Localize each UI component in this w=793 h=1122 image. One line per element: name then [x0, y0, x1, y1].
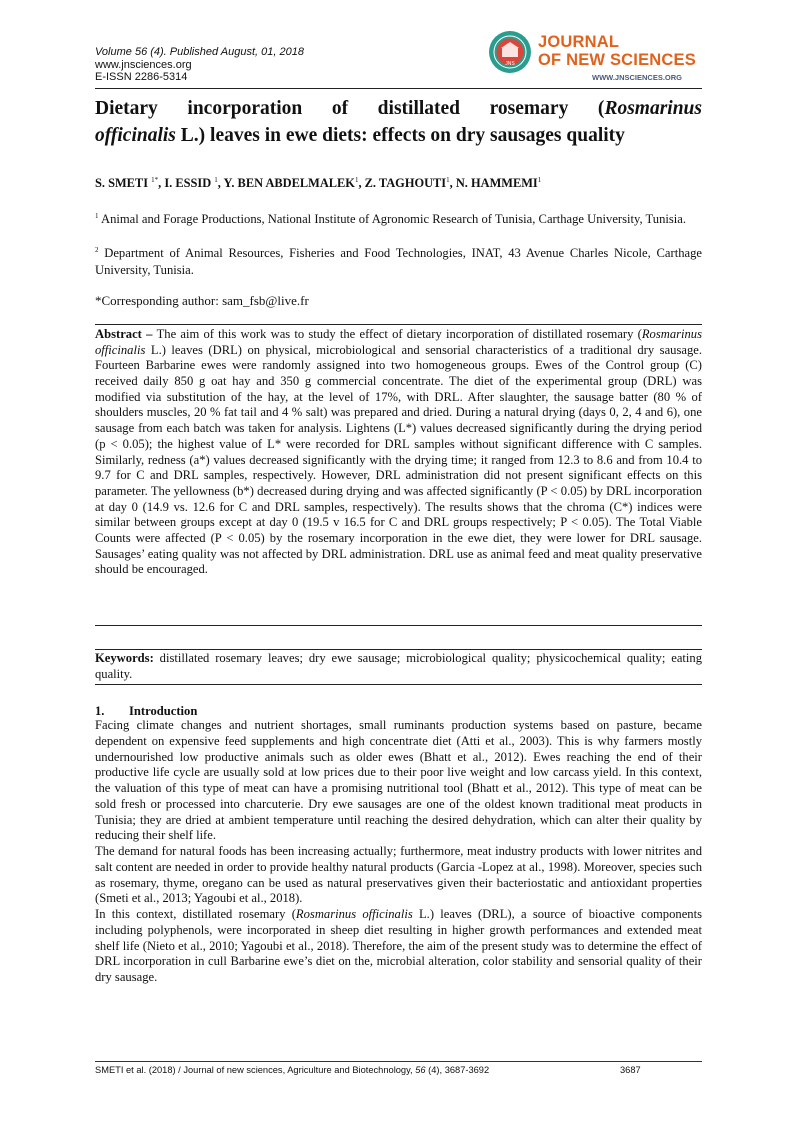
affiliation-mark: 2	[95, 246, 99, 254]
intro-paragraph-2: The demand for natural foods has been increasing actually; furthermore, meat industry products with lower nitrites and salt content are needed in order to provide healthy natural products (Garcia -Lopez at al., 1998). Moreover, species such as rosemary, thyme, oregano can be used as natural preservatives given their bacteriostatic and antioxidant properties (Smeti et al., 2013; Yagoubi et al., 2018).	[95, 844, 702, 906]
journal-name-line1: JOURNAL	[538, 33, 620, 51]
footer-divider	[95, 1061, 702, 1062]
author-affil-mark: 1	[446, 176, 450, 184]
affiliation-2	[95, 242, 702, 278]
page-number: 3687	[620, 1065, 641, 1075]
intro-paragraph-3: In this context, distillated rosemary (Rosmarinus officinalis L.) leaves (DRL), a source of bioactive components including polyphenols, were incorporated in sheep diet resulting in higher growth performances and extended meat shelf life (Nieto et al., 2010; Yagoubi et al., 2018). Therefore, the aim of the present study was to determine the effect of DRL incorporation in cull Barbarine ewe’s diet on the, microbial alteration, color stability and sensorial quality of their dry sausage.	[95, 907, 702, 984]
volume-line: Volume 56 (4). Published August, 01, 2018	[95, 46, 304, 58]
abstract-section	[95, 324, 702, 626]
author: Z. TAGHOUTI	[364, 176, 447, 191]
abstract-text: Abstract – The aim of this work was to study the effect of dietary incorporation of distillated rosemary (Rosmarinus officinalis L.) leaves (DRL) on physical, microbiological and sensorial characteristics of a traditional dry sausage. Fourteen Barbarine ewes were randomly assigned into two homogeneous groups. Ewes of the Control group (C) received daily 850 g oat hay and 350 g commercial concentrate. The diet of the experimental group (DRL) was modified via substitution of the hay, at the level of 17%, with DRL. After slaughter, the sausage batter (80 % of shoulders muscles, 20 % fat tail and 4 % salt) was prepared and dried. During a natural drying (days 0, 2, 4 and 6), one sausage from each batch was taken for analysis. Lightens (L*) values decreased significantly during the drying period (p < 0.05); the highest value of L* were recorded for DRL samples without significant difference with C samples. Similarly, redness (a*) values decreased significantly with the drying time; it ranged from 12.3 to 8.6 and from 10.4 to 9.7 for C and DRL samples, respectively. However, DRL administration did not present significant effects on this parameter. The yellowness (b*) decreased during drying and was affected significantly (P < 0.05) by DRL incorporation at day 0 (14.9 vs. 12.6 for C and DRL samples, respectively). The results shows that the chroma (C*) indices were similar between groups except at day 0 (19.5 v 16.5 for C and DRL groups respectively; P < 0.05). The Total Viable Counts were affected (P < 0.05) by the rosemary incorporation in the ewe diet, they were lower for DRL sausage. Sausages’ eating quality was not affected by DRL administration. DRL use as animal feed and meat quality preservative should be encouraged.	[95, 327, 703, 577]
author: N. HAMMEMI	[455, 176, 538, 191]
section-number: 1.	[95, 704, 105, 718]
affiliation-1	[95, 208, 702, 228]
paper-title	[95, 95, 702, 149]
affiliation-mark: 1	[95, 212, 99, 220]
journal-seal-icon	[488, 30, 532, 74]
seal-text: JNS	[505, 61, 515, 67]
author-affil-mark: 1*	[151, 176, 159, 184]
keywords-label: Keywords:	[95, 651, 154, 665]
journal-logo	[488, 30, 702, 86]
introduction-body	[95, 718, 702, 986]
author-affil-mark: 1	[354, 176, 359, 184]
author: I. ESSID	[164, 176, 212, 191]
keywords-text: Keywords: distillated rosemary leaves; dry ewe sausage; microbiological quality; physicochemical quality; eating quality.	[95, 651, 702, 681]
affiliation-text: Department of Animal Resources, Fisheries and Food Technologies, INAT, 43 Avenue Charles Nicole, Carthage University, Tunisia.	[95, 246, 702, 277]
author: Y. BEN ABDELMALEK	[223, 176, 355, 191]
section-heading-introduction	[95, 704, 197, 719]
keywords-section	[95, 649, 702, 685]
journal-eissn: E-ISSN 2286-5314	[95, 71, 188, 83]
author-list: S. SMETI $^{1*}$, I. ESSID $^1$, Y. BEN ABDELMALEK$^1$, Z. TAGHOUTI$^1$, N. HAMMEMI$^1$	[95, 176, 542, 191]
journal-header-info	[95, 46, 304, 84]
header-divider	[95, 88, 702, 89]
journal-website[interactable]: www.jnsciences.org	[95, 58, 192, 71]
author-affil-mark: 1	[214, 176, 218, 184]
section-title: Introduction	[129, 704, 198, 718]
affiliation-text: Animal and Forage Productions, National Institute of Agronomic Research of Tunisia, Carthage University, Tunisia.	[100, 212, 687, 227]
journal-logo-url[interactable]: WWW.JNSCIENCES.ORG	[592, 73, 683, 82]
title-line-2: officinalis L.) leaves in ewe diets: effects on dry sausages quality	[95, 125, 625, 146]
author: S. SMETI	[95, 176, 149, 191]
title-line-1: Dietary incorporation of distillated rosemary (Rosmarinus	[95, 98, 702, 119]
journal-name-line2: OF NEW SCIENCES	[538, 51, 696, 69]
intro-paragraph-1: Facing climate changes and nutrient shortages, small ruminants production systems based on pasture, became dependent on expensive feed supplements and high concentrate diet (Atti et al., 2003). This is why farmers mostly undernourished low productive animals such as older ewes (Bhatt et al., 2012). Ewes reaching the end of their productive life cycle are usually sold at low prices due to their poor live weight and low carcass yield. In this context, the valuation of this type of meat can have a promising nutritional tool (Bhatt et al., 2012). This type of meat can be sold fresh or processed into charcuterie. Dry ewe sausages are one of the oldest known traditional meat products in Tunisia; they are dried at ambient temperature until reaching the desired dehydration, which can alter their quality by reducing their shelf life.	[95, 718, 702, 843]
corresponding-author: *Corresponding author: sam_fsb@live.fr	[95, 293, 309, 308]
footer-citation: SMETI et al. (2018) / Journal of new sciences, Agriculture and Biotechnology, 56 (4), 3687-3692	[95, 1065, 490, 1075]
abstract-label: Abstract	[95, 327, 142, 341]
journal-name	[538, 33, 696, 69]
author-affil-mark: 1	[537, 176, 542, 184]
